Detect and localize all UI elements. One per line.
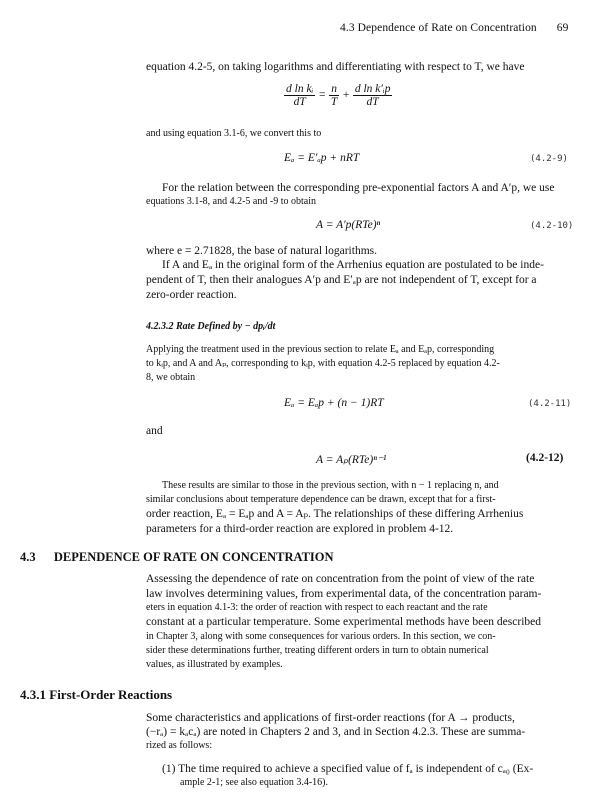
equation-4-2-11: Eₐ = Eₐp + (n − 1)RT: [284, 397, 384, 409]
fraction-mid-denominator: T: [330, 96, 338, 108]
paragraph-concentration-line3: eters in equation 4.1-3: the order of reaction with respect to each reactant and the rate: [146, 602, 488, 613]
paragraph-concentration-line2: law involves determining values, from experimental data, of the concentration param-: [146, 588, 542, 600]
list-item-1-line2: ample 2-1; see also equation 3.4-16).: [180, 777, 329, 788]
paragraph-pre-exp-line2: equations 3.1-8, and 4.2-5 and -9 to obtain: [146, 196, 316, 207]
paragraph-concentration-line7: values, as illustrated by examples.: [146, 659, 283, 670]
section-number: 4.3: [20, 550, 36, 564]
fraction-lhs-numerator: d ln kᵢ: [286, 83, 314, 95]
section-title: DEPENDENCE OF RATE ON CONCENTRATION: [53, 550, 334, 564]
paragraph-results-line4: parameters for a third-order reaction are explored in problem 4-12.: [146, 523, 454, 535]
section-heading-4-3: [20, 550, 334, 565]
fraction-rhs: [353, 83, 393, 108]
fraction-lhs-denominator: dT: [293, 96, 306, 108]
subsection-heading-4232: 4.2.3.2 Rate Defined by − dpᵢ/dt: [146, 321, 276, 332]
paragraph-concentration-line6: sider these determinations further, treating different orders in turn to obtain numerical: [146, 645, 489, 656]
paragraph-results-line1: These results are similar to those in the previous section, with n − 1 replacing n, and: [162, 480, 499, 491]
paragraph-first-order-line1: Some characteristics and applications of first-order reactions (for A → products,: [146, 712, 515, 724]
paragraph-arrhenius-line1: If A and Eₐ in the original form of the Arrhenius equation are postulated to be inde-: [162, 259, 544, 271]
paragraph-treatment-line2: to kᵢp, and A and Aₚ, corresponding to kᵢp, with equation 4.2-5 replaced by equation 4.2-: [146, 358, 500, 369]
paragraph-first-order-line3: rized as follows:: [146, 740, 213, 751]
paragraph-convert: and using equation 3.1-6, we convert this to: [146, 128, 322, 139]
paragraph-first-order-line2: (−rₐ) = kₐcₐ) are noted in Chapters 2 and 3, and in Section 4.2.3. These are summa-: [146, 726, 526, 738]
equation-number-4-2-9: (4.2-9): [530, 154, 568, 164]
equation-4-2-9: Eₐ = E′ₐp + nRT: [284, 152, 360, 164]
paragraph-treatment-line3: 8, we obtain: [146, 372, 196, 383]
equation-number-4-2-12: (4.2-12): [526, 452, 564, 464]
paragraph-concentration-line1: Assessing the dependence of rate on concentration from the point of view of the rate: [146, 573, 535, 585]
paragraph-arrhenius-line2: pendent of T, then their analogues A′p and E′ₐp are not independent of T, except for a: [146, 274, 537, 286]
paragraph-intro: equation 4.2-5, on taking logarithms and differentiating with respect to T, we have: [146, 61, 525, 73]
page-number: 69: [556, 22, 569, 34]
equation-dlnk: [284, 83, 392, 108]
paragraph-concentration-line4: constant at a particular temperature. Some experimental methods have been described: [146, 616, 541, 628]
equation-4-2-12: A = Aₚ(RTe)ⁿ⁻¹: [316, 454, 387, 466]
paragraph-base-e: where e = 2.71828, the base of natural logarithms.: [146, 245, 377, 257]
paragraph-arrhenius-line3: zero-order reaction.: [146, 289, 237, 301]
running-header: [340, 22, 568, 34]
paragraph-and: and: [146, 425, 163, 437]
paragraph-concentration-line5: in Chapter 3, along with some consequences for various orders. In this section, we con-: [146, 631, 496, 642]
fraction-mid-numerator: n: [329, 83, 339, 96]
equation-number-4-2-10: (4.2-10): [530, 221, 574, 231]
fraction-rhs-numerator: d ln k′ᵢp: [354, 83, 391, 95]
list-item-1-line1: (1) The time required to achieve a specified value of fₐ is independent of cₐ₀ (Ex-: [162, 763, 534, 775]
paragraph-treatment-line1: Applying the treatment used in the previous section to relate Eₐ and Eₐp, corresponding: [146, 344, 495, 355]
equals-sign: =: [318, 89, 327, 102]
equation-4-2-10: A = A′p(RTe)ⁿ: [316, 219, 381, 231]
subsection-heading-4-3-1: 4.3.1 First-Order Reactions: [20, 687, 173, 702]
fraction-rhs-denominator: dT: [366, 96, 379, 108]
fraction-lhs: [284, 83, 315, 108]
paragraph-pre-exp-line1: For the relation between the corresponding pre-exponential factors A and A′p, we use: [162, 182, 555, 194]
paragraph-results-line2: similar conclusions about temperature dependence can be drawn, except that for a first-: [146, 494, 496, 505]
plus-sign: +: [342, 89, 350, 102]
fraction-mid: [329, 83, 339, 108]
paragraph-results-line3: order reaction, Eₐ = Eₐp and A = Aₚ. The relationships of these differing Arrhenius: [146, 508, 524, 520]
equation-number-4-2-11: (4.2-11): [528, 399, 572, 409]
running-title: 4.3 Dependence of Rate on Concentration: [340, 22, 537, 34]
